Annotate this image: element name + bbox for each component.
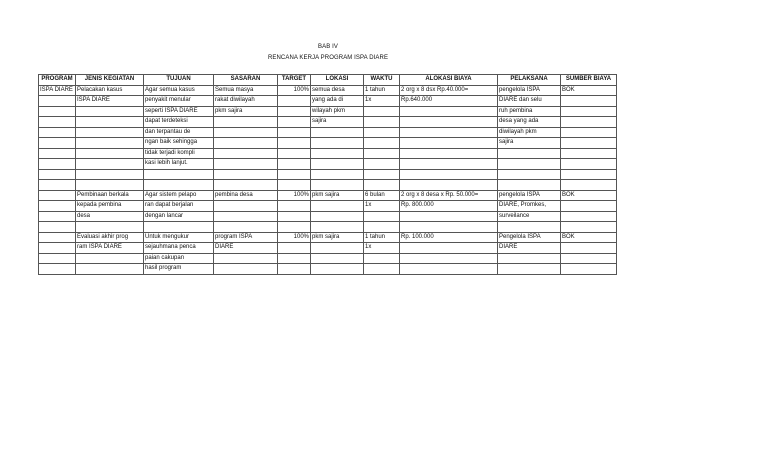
col-alokasi-biaya-header: ALOKASI BIAYA	[400, 75, 498, 86]
table-cell	[39, 138, 76, 149]
table-cell	[39, 127, 76, 138]
table-cell	[39, 253, 76, 264]
col-lokasi-header: LOKASI	[311, 75, 364, 86]
table-cell: Agar sistem pelapo	[144, 190, 214, 201]
table-cell	[498, 180, 561, 191]
table-cell	[364, 169, 400, 180]
table-cell	[561, 148, 617, 159]
table-row	[39, 85, 617, 96]
table-cell: paian cakupan	[144, 253, 214, 264]
table-cell: sajira	[311, 117, 364, 128]
table-cell: penyakit menular	[144, 96, 214, 107]
table-cell	[144, 180, 214, 191]
table-cell	[498, 169, 561, 180]
table-cell	[39, 264, 76, 275]
table-cell	[561, 117, 617, 128]
table-cell	[400, 211, 498, 222]
table-row	[39, 201, 617, 212]
table-cell: 100%	[278, 232, 311, 243]
table-cell: hasil program	[144, 264, 214, 275]
table-cell: pkm sajira	[311, 190, 364, 201]
table-cell	[400, 106, 498, 117]
table-cell	[364, 117, 400, 128]
document-subtitle: RENCANA KERJA PROGRAM ISPA DIARE	[267, 55, 389, 61]
table-cell	[364, 138, 400, 149]
table-cell	[561, 96, 617, 107]
table-cell	[400, 169, 498, 180]
table-cell	[278, 169, 311, 180]
table-cell	[278, 117, 311, 128]
table-cell	[561, 169, 617, 180]
table-cell	[498, 148, 561, 159]
table-row	[39, 127, 617, 138]
table-cell	[400, 253, 498, 264]
table-cell: kasi lebih lanjut.	[144, 159, 214, 170]
table-row	[39, 243, 617, 254]
table-cell	[561, 243, 617, 254]
table-cell	[278, 180, 311, 191]
table-cell: ran dapat berjalan	[144, 201, 214, 212]
table-cell	[311, 201, 364, 212]
table-cell	[364, 159, 400, 170]
table-cell	[400, 222, 498, 233]
table-row	[39, 159, 617, 170]
table-row	[39, 253, 617, 264]
table-cell: Untuk mengukur	[144, 232, 214, 243]
table-cell	[400, 138, 498, 149]
work-plan-table	[38, 74, 617, 275]
table-cell	[561, 159, 617, 170]
table-cell	[278, 148, 311, 159]
table-cell	[76, 106, 144, 117]
table-cell	[278, 106, 311, 117]
table-cell	[39, 190, 76, 201]
table-cell	[76, 159, 144, 170]
table-cell	[278, 138, 311, 149]
table-cell	[364, 127, 400, 138]
table-cell: 2 org x 8 desa x Rp. 50.000=	[400, 190, 498, 201]
table-cell	[400, 243, 498, 254]
table-cell	[561, 211, 617, 222]
table-cell: pkm sajira	[214, 106, 278, 117]
table-cell	[561, 264, 617, 275]
table-cell: program ISPA	[214, 232, 278, 243]
table-cell	[278, 211, 311, 222]
table-cell	[498, 222, 561, 233]
table-cell	[311, 180, 364, 191]
table-cell	[561, 180, 617, 191]
table-cell	[39, 243, 76, 254]
table-cell	[311, 127, 364, 138]
table-row	[39, 117, 617, 128]
table-cell: 2 org x 8 dsx Rp.40.000=	[400, 85, 498, 96]
table-cell	[76, 127, 144, 138]
table-cell: Semua masya	[214, 85, 278, 96]
table-cell: desa	[76, 211, 144, 222]
table-cell	[39, 232, 76, 243]
table-cell: ram ISPA DIARE	[76, 243, 144, 254]
table-cell	[278, 96, 311, 107]
table-cell	[311, 222, 364, 233]
table-cell	[278, 253, 311, 264]
table-cell	[311, 138, 364, 149]
col-program-header: PROGRAM	[39, 75, 76, 86]
table-row	[39, 96, 617, 107]
table-cell	[39, 106, 76, 117]
table-cell: 100%	[278, 190, 311, 201]
table-cell: DIARE dan selu	[498, 96, 561, 107]
table-cell: ruh pembina	[498, 106, 561, 117]
table-cell: dapat terdeteksi	[144, 117, 214, 128]
col-waktu-header: WAKTU	[364, 75, 400, 86]
table-cell	[364, 106, 400, 117]
table-cell: ISPA DIARE	[39, 85, 76, 96]
table-cell	[400, 117, 498, 128]
table-cell	[561, 201, 617, 212]
table-cell	[39, 148, 76, 159]
table-cell	[311, 148, 364, 159]
table-cell: 100%	[278, 85, 311, 96]
table-cell	[561, 106, 617, 117]
table-cell	[144, 222, 214, 233]
table-cell	[364, 180, 400, 191]
col-pelaksana-header: PELAKSANA	[498, 75, 561, 86]
table-cell	[498, 159, 561, 170]
table-cell: tidak terjadi kompli	[144, 148, 214, 159]
table-cell	[561, 127, 617, 138]
table-cell	[39, 211, 76, 222]
table-cell	[400, 180, 498, 191]
table-cell	[278, 127, 311, 138]
table-cell	[76, 222, 144, 233]
table-cell: pengelola ISPA	[498, 85, 561, 96]
table-cell	[278, 159, 311, 170]
table-cell	[39, 201, 76, 212]
table-row	[39, 106, 617, 117]
header-row	[39, 75, 617, 86]
table-cell: 6 bulan	[364, 190, 400, 201]
table-cell: wilayah pkm	[311, 106, 364, 117]
col-target-header: TARGET	[278, 75, 311, 86]
col-sumber-biaya-header: SUMBER BIAYA	[561, 75, 617, 86]
table-cell	[214, 211, 278, 222]
table-cell	[214, 201, 278, 212]
table-cell	[498, 264, 561, 275]
table-cell: diwilayah pkm	[498, 127, 561, 138]
table-cell	[311, 169, 364, 180]
table-cell	[278, 201, 311, 212]
table-cell: desa yang ada	[498, 117, 561, 128]
table-cell: semua desa	[311, 85, 364, 96]
table-cell: kepada pembina	[76, 201, 144, 212]
table-cell: Rp.640.000	[400, 96, 498, 107]
table-cell	[214, 169, 278, 180]
table-cell	[214, 264, 278, 275]
table-cell	[311, 211, 364, 222]
table-cell	[561, 222, 617, 233]
table-cell: surveilance	[498, 211, 561, 222]
table-cell	[400, 148, 498, 159]
table-cell	[364, 148, 400, 159]
table-cell: BOK	[561, 190, 617, 201]
table-cell	[364, 211, 400, 222]
table-cell: 1x	[364, 96, 400, 107]
table-row	[39, 232, 617, 243]
table-cell: Pelacakan kasus	[76, 85, 144, 96]
table-cell	[214, 148, 278, 159]
table-cell	[214, 253, 278, 264]
table-cell	[400, 127, 498, 138]
table-cell: yang ada di	[311, 96, 364, 107]
table-cell	[400, 264, 498, 275]
table-cell: DIARE, Promkes,	[498, 201, 561, 212]
table-cell: sajira	[498, 138, 561, 149]
table-cell: Pembinaan berkala	[76, 190, 144, 201]
table-cell	[39, 117, 76, 128]
table-cell	[214, 127, 278, 138]
table-cell	[76, 117, 144, 128]
table-row	[39, 264, 617, 275]
table-cell	[311, 243, 364, 254]
table-cell: 1 tahun	[364, 232, 400, 243]
table-cell	[76, 169, 144, 180]
table-cell	[76, 253, 144, 264]
table-cell: Pengelola ISPA	[498, 232, 561, 243]
table-cell: Rp. 800.000	[400, 201, 498, 212]
table-cell	[311, 159, 364, 170]
table-cell	[144, 169, 214, 180]
table-cell	[498, 253, 561, 264]
col-sasaran-header: SASARAN	[214, 75, 278, 86]
table-row	[39, 169, 617, 180]
table-cell: 1 tahun	[364, 85, 400, 96]
table-cell	[214, 180, 278, 191]
table-cell: 1x	[364, 243, 400, 254]
table-cell	[76, 180, 144, 191]
table-cell	[39, 222, 76, 233]
table-cell: ISPA DIARE	[76, 96, 144, 107]
table-cell	[214, 117, 278, 128]
table-cell: sejauhmana penca	[144, 243, 214, 254]
table-cell	[39, 159, 76, 170]
table-row	[39, 180, 617, 191]
table-cell: Agar semua kasus	[144, 85, 214, 96]
table-cell	[561, 138, 617, 149]
table-cell	[278, 264, 311, 275]
document-title: BAB IV	[318, 44, 338, 50]
table-cell	[39, 180, 76, 191]
table-cell	[278, 222, 311, 233]
table-cell	[400, 159, 498, 170]
table-cell: dengan lancar	[144, 211, 214, 222]
table-cell: 1x	[364, 201, 400, 212]
table-cell: rakat diwilayah	[214, 96, 278, 107]
table-cell: ngan baik sehingga	[144, 138, 214, 149]
table-cell: BOK	[561, 85, 617, 96]
table-cell: dan terpantau de	[144, 127, 214, 138]
table-cell: pkm sajira	[311, 232, 364, 243]
table-cell: seperti ISPA DIARE	[144, 106, 214, 117]
table-cell: pembina desa	[214, 190, 278, 201]
table-cell	[76, 264, 144, 275]
table-row	[39, 148, 617, 159]
table-cell: BOK	[561, 232, 617, 243]
table-cell	[561, 253, 617, 264]
table-cell	[364, 253, 400, 264]
table-cell	[278, 243, 311, 254]
table-cell	[214, 159, 278, 170]
table-cell	[364, 264, 400, 275]
table-cell: Rp. 100.000	[400, 232, 498, 243]
col-jenis-kegiatan-header: JENIS KEGIATAN	[76, 75, 144, 86]
table-row	[39, 211, 617, 222]
table-row	[39, 138, 617, 149]
table-cell	[364, 222, 400, 233]
table-cell	[311, 264, 364, 275]
table-cell	[214, 138, 278, 149]
table-cell: DIARE	[498, 243, 561, 254]
table-cell: Evaluasi akhir prog	[76, 232, 144, 243]
table-cell	[39, 96, 76, 107]
table-cell	[76, 138, 144, 149]
table-cell: DIARE	[214, 243, 278, 254]
col-tujuan-header: TUJUAN	[144, 75, 214, 86]
table-cell: pengelola ISPA	[498, 190, 561, 201]
table-row	[39, 190, 617, 201]
table-cell	[39, 169, 76, 180]
table-cell	[214, 222, 278, 233]
table-cell	[76, 148, 144, 159]
table-cell	[311, 253, 364, 264]
table-row	[39, 222, 617, 233]
